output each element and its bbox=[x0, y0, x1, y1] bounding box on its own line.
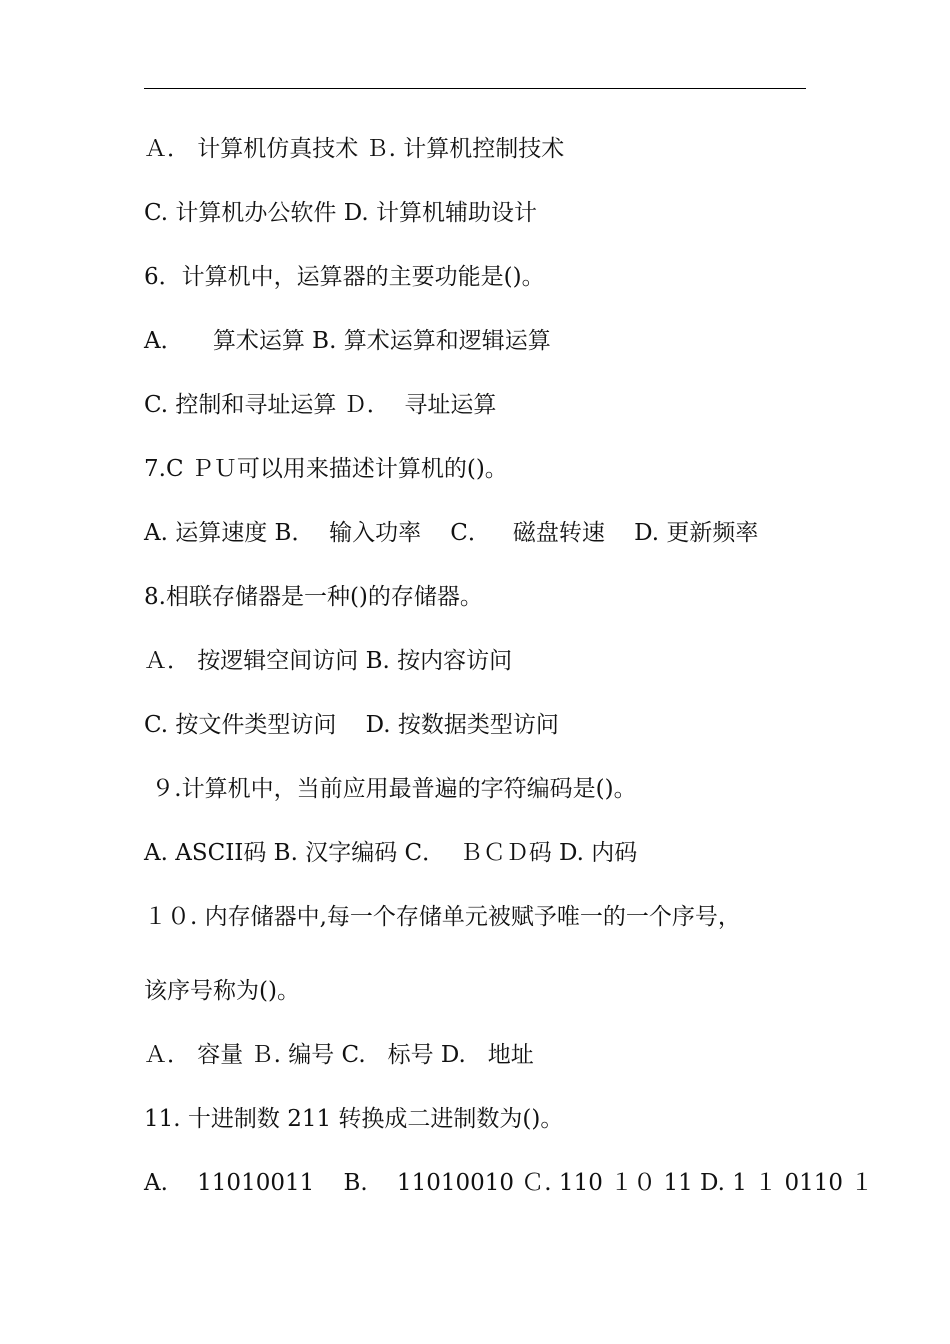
option-line-q8-cd: C. 按文件类型访问 D. 按数据类型访问 bbox=[144, 712, 559, 738]
question-6: 6．计算机中，运算器的主要功能是()。 bbox=[144, 264, 545, 290]
question-8: 8.相联存储器是一种()的存储器。 bbox=[144, 584, 483, 610]
question-11: 11. 十进制数 211 转换成二进制数为()。 bbox=[144, 1106, 564, 1132]
option-line-q6-cd: C. 控制和寻址运算 Ｄ． 寻址运算 bbox=[144, 392, 497, 418]
option-line-q7: A. 运算速度 B． 输入功率 C． 磁盘转速 D. 更新频率 bbox=[144, 520, 759, 546]
question-10: １０. 内存储器中,每一个存储单元被赋予唯一的一个序号， bbox=[144, 904, 741, 930]
question-10-cont: 该序号称为()。 bbox=[144, 978, 300, 1004]
option-line-q10: Ａ． 容量 Ｂ. 编号 C. 标号 D. 地址 bbox=[144, 1042, 534, 1068]
option-line-q5-cd: C. 计算机办公软件 D. 计算机辅助设计 bbox=[144, 200, 537, 226]
header-rule bbox=[144, 88, 806, 89]
option-line-q11: A. 11010011 B. 11010010 Ｃ. 110 １０ 11 D. 1 １ 0110 １ bbox=[144, 1170, 874, 1196]
option-line-q5-ab: Ａ． 计算机仿真技术 Ｂ. 计算机控制技术 bbox=[144, 136, 565, 162]
question-9: ９.计算机中，当前应用最普遍的字符编码是()。 bbox=[144, 776, 637, 802]
option-line-q8-ab: Ａ． 按逻辑空间访问 B. 按内容访问 bbox=[144, 648, 513, 674]
option-line-q9: A. ASCⅠⅠ码 B. 汉字编码 C． ＢＣＤ码 D. 内码 bbox=[144, 840, 638, 866]
question-7: 7.C ＰＵ可以用来描述计算机的()。 bbox=[144, 456, 508, 482]
option-line-q6-ab: A． 算术运算 B. 算术运算和逻辑运算 bbox=[144, 328, 551, 354]
